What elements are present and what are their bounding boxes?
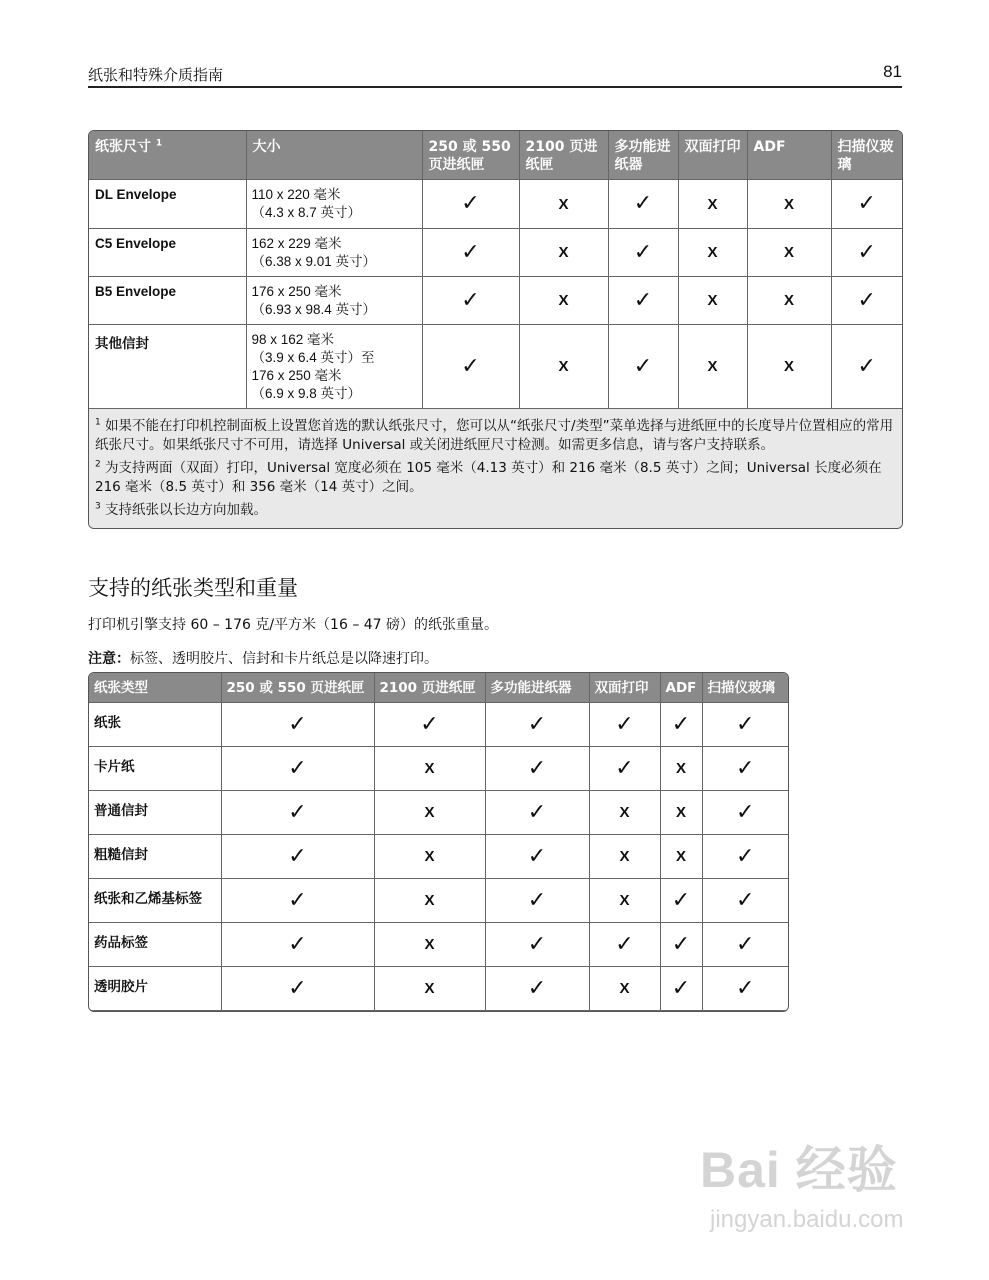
checkmark-icon: ✓ (857, 239, 876, 265)
support-cell (221, 747, 374, 791)
col-paper-size: 纸张尺寸 $^1$ (89, 131, 246, 180)
checkmark-icon: ✓ (288, 711, 307, 737)
support-cell (374, 835, 485, 879)
checkmark-icon: ✓ (527, 799, 547, 825)
support-cell (660, 879, 702, 923)
paper-type-row (89, 747, 788, 791)
paper-type-name: 普通信封 (89, 791, 221, 835)
checkmark-icon: ✓ (736, 711, 755, 737)
checkmark-icon: ✓ (461, 287, 480, 313)
support-cell (221, 967, 374, 1011)
paper-type-name: 透明胶片 (89, 967, 221, 1011)
checkmark-icon: ✓ (527, 711, 547, 737)
checkmark-icon: ✓ (288, 931, 307, 957)
checkmark-icon: ✓ (633, 191, 653, 216)
paper-type-table (88, 672, 789, 1012)
checkmark-icon: ✓ (633, 353, 653, 379)
envelope-size (246, 325, 422, 409)
x-mark-icon: X (783, 358, 794, 375)
support-cell (702, 967, 788, 1011)
col-tray-250-550: 250 或 550 页进纸匣 (422, 131, 519, 180)
support-cell (589, 923, 660, 967)
support-cell (678, 325, 747, 409)
x-mark-icon: X (424, 892, 435, 909)
checkmark-icon: ✓ (527, 843, 547, 869)
x-mark-icon: X (783, 292, 794, 309)
x-mark-icon: X (558, 195, 569, 213)
support-cell (519, 229, 608, 277)
checkmark-icon: ✓ (857, 191, 876, 216)
envelope-row (89, 180, 902, 229)
note-text: 标签、透明胶片、信封和卡片纸总是以降速打印。 (130, 651, 438, 667)
support-cell (485, 879, 589, 923)
envelope-size (246, 277, 422, 325)
support-cell (589, 879, 660, 923)
size-line: 176 x 250 毫米 (251, 284, 342, 299)
x-mark-icon: X (558, 292, 569, 309)
checkmark-icon: ✓ (857, 353, 876, 379)
checkmark-icon: ✓ (461, 239, 480, 265)
header-title: 纸张和特殊介质指南 (88, 66, 224, 84)
support-cell (422, 277, 519, 325)
size-line: 176 x 250 毫米 (251, 368, 342, 383)
envelope-size-table (88, 130, 903, 529)
col-tray-2100: 2100 页进纸匣 (374, 673, 485, 703)
paper-type-row (89, 967, 788, 1011)
support-cell (702, 747, 788, 791)
checkmark-icon: ✓ (527, 931, 547, 957)
x-mark-icon: X (424, 980, 435, 997)
envelope-size (246, 180, 422, 229)
col-duplex: 双面打印 (678, 131, 747, 180)
support-cell (608, 180, 678, 229)
support-cell (422, 229, 519, 277)
support-cell (221, 703, 374, 747)
x-mark-icon: X (619, 980, 630, 997)
paper-type-row (89, 835, 788, 879)
paper-type-row (89, 791, 788, 835)
x-mark-icon: X (424, 848, 435, 865)
envelope-name: 其他信封 (89, 325, 246, 409)
support-cell (519, 277, 608, 325)
checkmark-icon: ✓ (461, 353, 480, 379)
envelope-table-header (89, 131, 902, 180)
support-cell (221, 835, 374, 879)
support-cell (374, 703, 485, 747)
support-cell (374, 879, 485, 923)
checkmark-icon: ✓ (615, 931, 634, 957)
checkmark-icon: ✓ (288, 755, 307, 781)
support-cell (589, 703, 660, 747)
col-tray-250-550: 250 或 550 页进纸匣 (221, 673, 374, 703)
support-cell (660, 703, 702, 747)
size-line: 110 x 220 毫米 (251, 187, 341, 202)
checkmark-icon: ✓ (736, 975, 755, 1001)
size-line: （4.3 x 8.7 英寸） (251, 205, 362, 220)
support-cell (831, 277, 902, 325)
support-cell (702, 923, 788, 967)
support-cell (831, 229, 902, 277)
size-line: 98 x 162 毫米 (251, 332, 335, 347)
size-line: （6.38 x 9.01 英寸） (251, 254, 377, 269)
support-cell (485, 703, 589, 747)
checkmark-icon: ✓ (736, 931, 755, 957)
support-cell (221, 923, 374, 967)
paper-type-name: 卡片纸 (89, 747, 221, 791)
checkmark-icon: ✓ (527, 975, 547, 1001)
paper-type-name: 粗糙信封 (89, 835, 221, 879)
support-cell (660, 791, 702, 835)
support-cell (221, 879, 374, 923)
x-mark-icon: X (424, 936, 435, 953)
checkmark-icon: ✓ (615, 711, 634, 737)
footnotes-row (89, 409, 902, 529)
x-mark-icon: X (675, 848, 686, 865)
x-mark-icon: X (424, 804, 435, 821)
checkmark-icon: ✓ (420, 711, 439, 737)
envelope-size (246, 229, 422, 277)
col-duplex: 双面打印 (589, 673, 660, 703)
support-cell (702, 835, 788, 879)
checkmark-icon: ✓ (671, 887, 691, 913)
support-cell (678, 229, 747, 277)
section-title: 支持的纸张类型和重量 (88, 576, 298, 600)
paper-type-name: 药品标签 (89, 923, 221, 967)
x-mark-icon: X (675, 760, 686, 777)
support-cell (422, 180, 519, 229)
support-cell (747, 229, 831, 277)
x-mark-icon: X (558, 358, 569, 375)
col-scanner-glass: 扫描仪玻璃 (702, 673, 788, 703)
support-cell (485, 747, 589, 791)
x-mark-icon: X (619, 804, 630, 821)
envelope-row (89, 229, 902, 277)
x-mark-icon: X (424, 760, 435, 777)
checkmark-icon: ✓ (633, 287, 653, 313)
paper-type-row (89, 879, 788, 923)
x-mark-icon: X (783, 195, 794, 213)
col-multipurpose-feeder: 多功能进纸器 (608, 131, 678, 180)
checkmark-icon: ✓ (288, 887, 307, 913)
support-cell (702, 791, 788, 835)
checkmark-icon: ✓ (288, 843, 307, 869)
support-cell (608, 229, 678, 277)
col-multipurpose-feeder: 多功能进纸器 (485, 673, 589, 703)
checkmark-icon: ✓ (736, 799, 755, 825)
support-cell (702, 879, 788, 923)
x-mark-icon: X (619, 892, 630, 909)
checkmark-icon: ✓ (736, 887, 755, 913)
support-cell (519, 325, 608, 409)
support-cell (589, 967, 660, 1011)
section-intro: 打印机引擎支持 60 – 176 克/平方米（16 – 47 磅）的纸张重量。 (88, 617, 499, 633)
checkmark-icon: ✓ (461, 191, 480, 216)
size-line: （3.9 x 6.4 英寸）至 (251, 350, 375, 365)
support-cell (660, 967, 702, 1011)
footnotes (89, 409, 902, 529)
support-cell (519, 180, 608, 229)
checkmark-icon: ✓ (736, 843, 755, 869)
size-line: （6.93 x 98.4 英寸） (251, 302, 377, 317)
support-cell (678, 277, 747, 325)
col-adf: ADF (660, 673, 702, 703)
col-scanner-glass: 扫描仪玻璃 (831, 131, 902, 180)
x-mark-icon: X (707, 195, 718, 213)
support-cell (374, 791, 485, 835)
checkmark-icon: ✓ (615, 755, 634, 781)
support-cell (660, 835, 702, 879)
col-size: 大小 (246, 131, 422, 180)
x-mark-icon: X (707, 292, 718, 309)
support-cell (485, 791, 589, 835)
checkmark-icon: ✓ (671, 975, 691, 1001)
col-tray-2100: 2100 页进纸匣 (519, 131, 608, 180)
support-cell (485, 967, 589, 1011)
support-cell (589, 835, 660, 879)
support-cell (485, 835, 589, 879)
checkmark-icon: ✓ (857, 287, 876, 313)
envelope-name: B5 Envelope (89, 277, 246, 325)
support-cell (608, 277, 678, 325)
col-paper-type: 纸张类型 (89, 673, 221, 703)
x-mark-icon: X (783, 244, 794, 261)
paper-type-row (89, 703, 788, 747)
support-cell (374, 747, 485, 791)
checkmark-icon: ✓ (527, 755, 547, 781)
support-cell (678, 180, 747, 229)
paper-type-name: 纸张和乙烯基标签 (89, 879, 221, 923)
support-cell (422, 325, 519, 409)
support-cell (221, 791, 374, 835)
support-cell (702, 703, 788, 747)
support-cell (747, 180, 831, 229)
envelope-name: C5 Envelope (89, 229, 246, 277)
checkmark-icon: ✓ (527, 887, 547, 913)
support-cell (747, 277, 831, 325)
support-cell (485, 923, 589, 967)
support-cell (747, 325, 831, 409)
page-number: 81 (883, 62, 902, 81)
support-cell (660, 923, 702, 967)
envelope-row (89, 325, 902, 409)
support-cell (589, 747, 660, 791)
checkmark-icon: ✓ (671, 931, 691, 957)
checkmark-icon: ✓ (736, 755, 755, 781)
baidu-watermark (700, 1130, 904, 1233)
support-cell (374, 967, 485, 1011)
footnote-1: $^1$ 如果不能在打印机控制面板上设置您首选的默认纸张尺寸，您可以从“纸张尺寸/类型”菜单选择与进纸匣中的长度导片位置相应的常用纸张尺寸。如果纸张尺寸不可用，请选择 Universal 或关闭进纸匣尺寸检测。如需更多信息，请与客户支持联系。 (95, 417, 894, 453)
envelope-row (89, 277, 902, 325)
page-header (88, 62, 902, 88)
checkmark-icon: ✓ (288, 799, 307, 825)
support-cell (660, 747, 702, 791)
checkmark-icon: ✓ (633, 239, 653, 265)
support-cell (831, 325, 902, 409)
footnote-2: $^2$ 为支持两面（双面）打印，Universal 宽度必须在 105 毫米（4.13 英寸）和 216 毫米（8.5 英寸）之间；Universal 长度必须在 216 毫米（8.5 英寸）和 356 毫米（14 英寸）之间。 (95, 459, 882, 495)
checkmark-icon: ✓ (288, 975, 307, 1001)
support-cell (831, 180, 902, 229)
paper-type-name: 纸张 (89, 703, 221, 747)
type-table-header (89, 673, 788, 703)
x-mark-icon: X (675, 804, 686, 821)
footnote-3: $^3$ 支持纸张以长边方向加载。 (95, 501, 268, 518)
col-adf: ADF (747, 131, 831, 180)
watermark-brand: Bai 经验 (700, 1142, 898, 1198)
paper-type-row (89, 923, 788, 967)
support-cell (608, 325, 678, 409)
support-cell (374, 923, 485, 967)
size-line: 162 x 229 毫米 (251, 236, 342, 251)
support-cell (589, 791, 660, 835)
envelope-name: DL Envelope (89, 180, 246, 229)
note-label: 注意： (88, 651, 130, 667)
watermark-url: jingyan.baidu.com (710, 1206, 904, 1233)
x-mark-icon: X (707, 244, 718, 261)
size-line: （6.9 x 9.8 英寸） (251, 386, 362, 401)
x-mark-icon: X (707, 358, 718, 375)
checkmark-icon: ✓ (671, 711, 691, 737)
section-note (88, 648, 438, 668)
x-mark-icon: X (558, 244, 569, 261)
x-mark-icon: X (619, 848, 630, 865)
